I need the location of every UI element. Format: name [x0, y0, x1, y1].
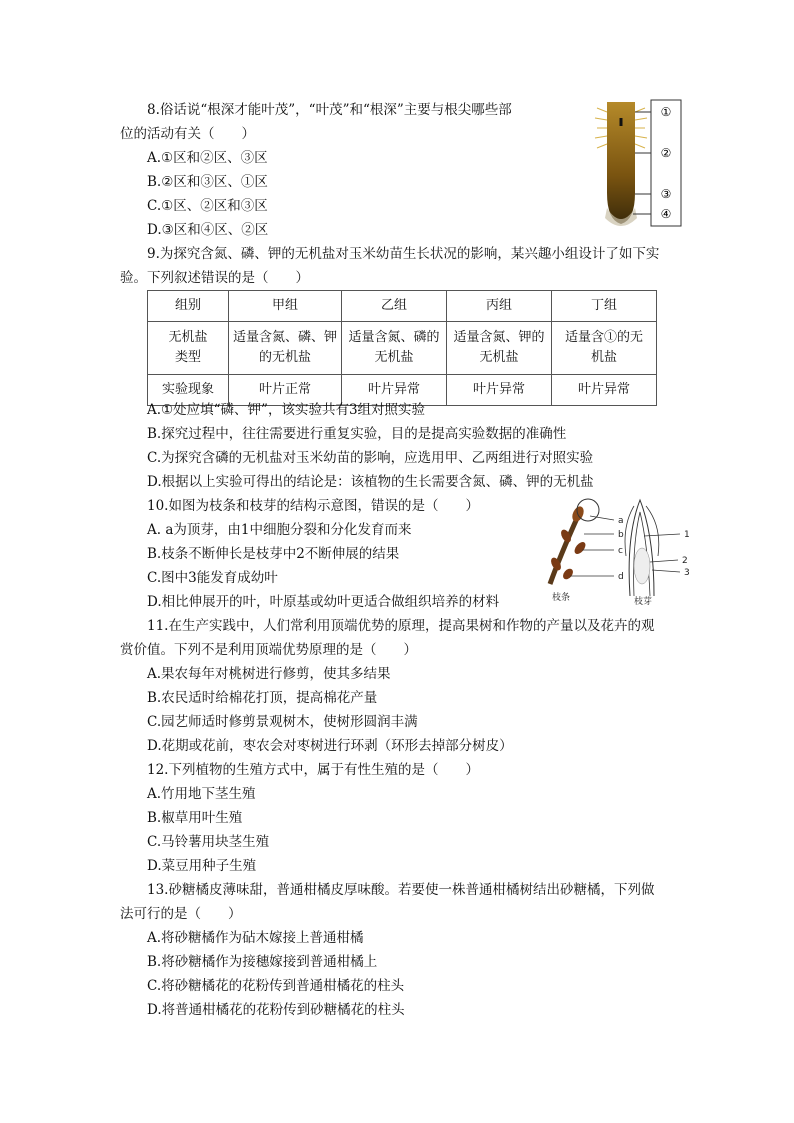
- cell-line: 无机盐: [479, 350, 519, 365]
- root-label-4: ④: [660, 207, 672, 221]
- label-a: a: [618, 516, 624, 526]
- q10-stem: 10.如图为枝条和枝芽的结构示意图，错误的是（ ）: [147, 498, 479, 514]
- q9-stem-line2: 验。下列叙述错误的是（ ）: [120, 270, 309, 286]
- q9-table: [147, 290, 657, 406]
- label-1: 1: [684, 530, 690, 540]
- table-cell: 乙组: [342, 291, 447, 322]
- table-cell: 实验现象: [148, 375, 229, 406]
- q9-option-c: C.为探究含磷的无机盐对玉米幼苗的影响，应选用甲、乙两组进行对照实验: [147, 450, 594, 466]
- cell-line: 适量含氮、磷、钾: [233, 330, 338, 345]
- table-cell: 组别: [148, 291, 229, 322]
- table-cell: [552, 322, 657, 375]
- q8-option-d: D.③区和④区、②区: [147, 222, 269, 238]
- q11-stem-line2: 赏价值。下列不是利用顶端优势原理的是（ ）: [120, 642, 417, 658]
- q12-stem: 12.下列植物的生殖方式中，属于有性生殖的是（ ）: [147, 762, 479, 778]
- label-d: d: [618, 572, 624, 582]
- q12-option-c: C.马铃薯用块茎生殖: [147, 834, 270, 850]
- branch-bud-figure: [530, 496, 700, 606]
- table-cell: 叶片异常: [552, 375, 657, 406]
- q8-stem-line1: 8.俗话说“根深才能叶茂”，“叶茂”和“根深”主要与根尖哪些部: [147, 102, 512, 118]
- q8-option-b: B.②区和③区、①区: [147, 174, 268, 190]
- label-branch: 枝条: [552, 593, 571, 603]
- q11-option-a: A.果农每年对桃树进行修剪，使其多结果: [147, 666, 391, 682]
- q13-stem-line1: 13.砂糖橘皮薄味甜，普通柑橘皮厚味酸。若要使一株普通柑橘树结出砂糖橘，下列做: [147, 882, 655, 898]
- q9-option-d: D.根据以上实验可得出的结论是：该植物的生长需要含氮、磷、钾的无机盐: [147, 474, 594, 490]
- q8-option-a: A.①区和②区、③区: [147, 150, 268, 166]
- q9-stem-line1: 9.为探究含氮、磷、钾的无机盐对玉米幼苗生长状况的影响，某兴趣小组设计了如下实: [147, 246, 660, 262]
- label-3: 3: [684, 568, 690, 578]
- q12-option-b: B.椒草用叶生殖: [147, 810, 243, 826]
- root-label-2: ②: [660, 146, 672, 160]
- table-row: [148, 322, 657, 375]
- q9-option-a: A.①处应填“磷、钾”，该实验共有3组对照实验: [147, 402, 426, 418]
- q11-stem-line1: 11.在生产实践中，人们常利用顶端优势的原理，提高果树和作物的产量以及花卉的观: [147, 618, 655, 634]
- label-b: b: [618, 530, 624, 540]
- q13-stem-line2: 法可行的是（ ）: [120, 906, 242, 922]
- q10-option-d: D.相比伸展开的叶，叶原基或幼叶更适合做组织培养的材料: [147, 594, 500, 610]
- root-label-3: ③: [660, 187, 672, 201]
- q8-stem-line2: 位的活动有关（ ）: [120, 126, 255, 142]
- label-bud: 枝芽: [634, 597, 653, 606]
- table-cell: [148, 322, 229, 375]
- q12-option-d: D.菜豆用种子生殖: [147, 858, 257, 874]
- q10-option-b: B.枝条不断伸长是枝芽中2不断伸展的结果: [147, 546, 400, 562]
- table-cell: [229, 322, 342, 375]
- table-cell: 叶片正常: [229, 375, 342, 406]
- table-cell: 叶片异常: [342, 375, 447, 406]
- table-cell: [342, 322, 447, 375]
- q10-option-a: A. a为顶芽，由1中细胞分裂和分化发育而来: [147, 522, 412, 538]
- table-cell: 叶片异常: [447, 375, 552, 406]
- cell-line: 类型: [174, 350, 201, 365]
- table-cell: [447, 322, 552, 375]
- root-label-1: ①: [660, 105, 672, 119]
- q11-option-b: B.农民适时给棉花打顶，提高棉花产量: [147, 690, 378, 706]
- label-c: c: [618, 546, 623, 556]
- cell-line: 机盐: [590, 350, 617, 365]
- cell-line: 无机盐: [168, 330, 208, 345]
- q13-option-c: C.将砂糖橘花的花粉传到普通柑橘花的柱头: [147, 978, 405, 994]
- q13-option-d: D.将普通柑橘花的花粉传到砂糖橘花的柱头: [147, 1002, 405, 1018]
- cell-line: 无机盐: [374, 350, 414, 365]
- table-cell: 丙组: [447, 291, 552, 322]
- table-row: [148, 291, 657, 322]
- cell-line: 适量含氮、磷的: [348, 330, 440, 345]
- q8-option-c: C.①区、②区和③区: [147, 198, 268, 214]
- cell-line: 的无机盐: [258, 350, 311, 365]
- q10-option-c: C.图中3能发育成幼叶: [147, 570, 278, 586]
- cell-line: 适量含氮、钾的: [453, 330, 545, 345]
- table-cell: 甲组: [229, 291, 342, 322]
- label-2: 2: [682, 556, 688, 566]
- cell-line: 适量含①的无: [564, 330, 643, 345]
- table-cell: 丁组: [552, 291, 657, 322]
- root-tip-figure: [585, 98, 685, 230]
- q13-option-a: A.将砂糖橘作为砧木嫁接上普通柑橘: [147, 930, 364, 946]
- q11-option-d: D.花期或花前，枣农会对枣树进行环剥（环形去掉部分树皮）: [147, 738, 513, 754]
- q11-option-c: C.园艺师适时修剪景观树木，使树形圆润丰满: [147, 714, 418, 730]
- q12-option-a: A.竹用地下茎生殖: [147, 786, 256, 802]
- q9-option-b: B.探究过程中，往往需要进行重复实验，目的是提高实验数据的准确性: [147, 426, 567, 442]
- q13-option-b: B.将砂糖橘作为接穗嫁接到普通柑橘上: [147, 954, 378, 970]
